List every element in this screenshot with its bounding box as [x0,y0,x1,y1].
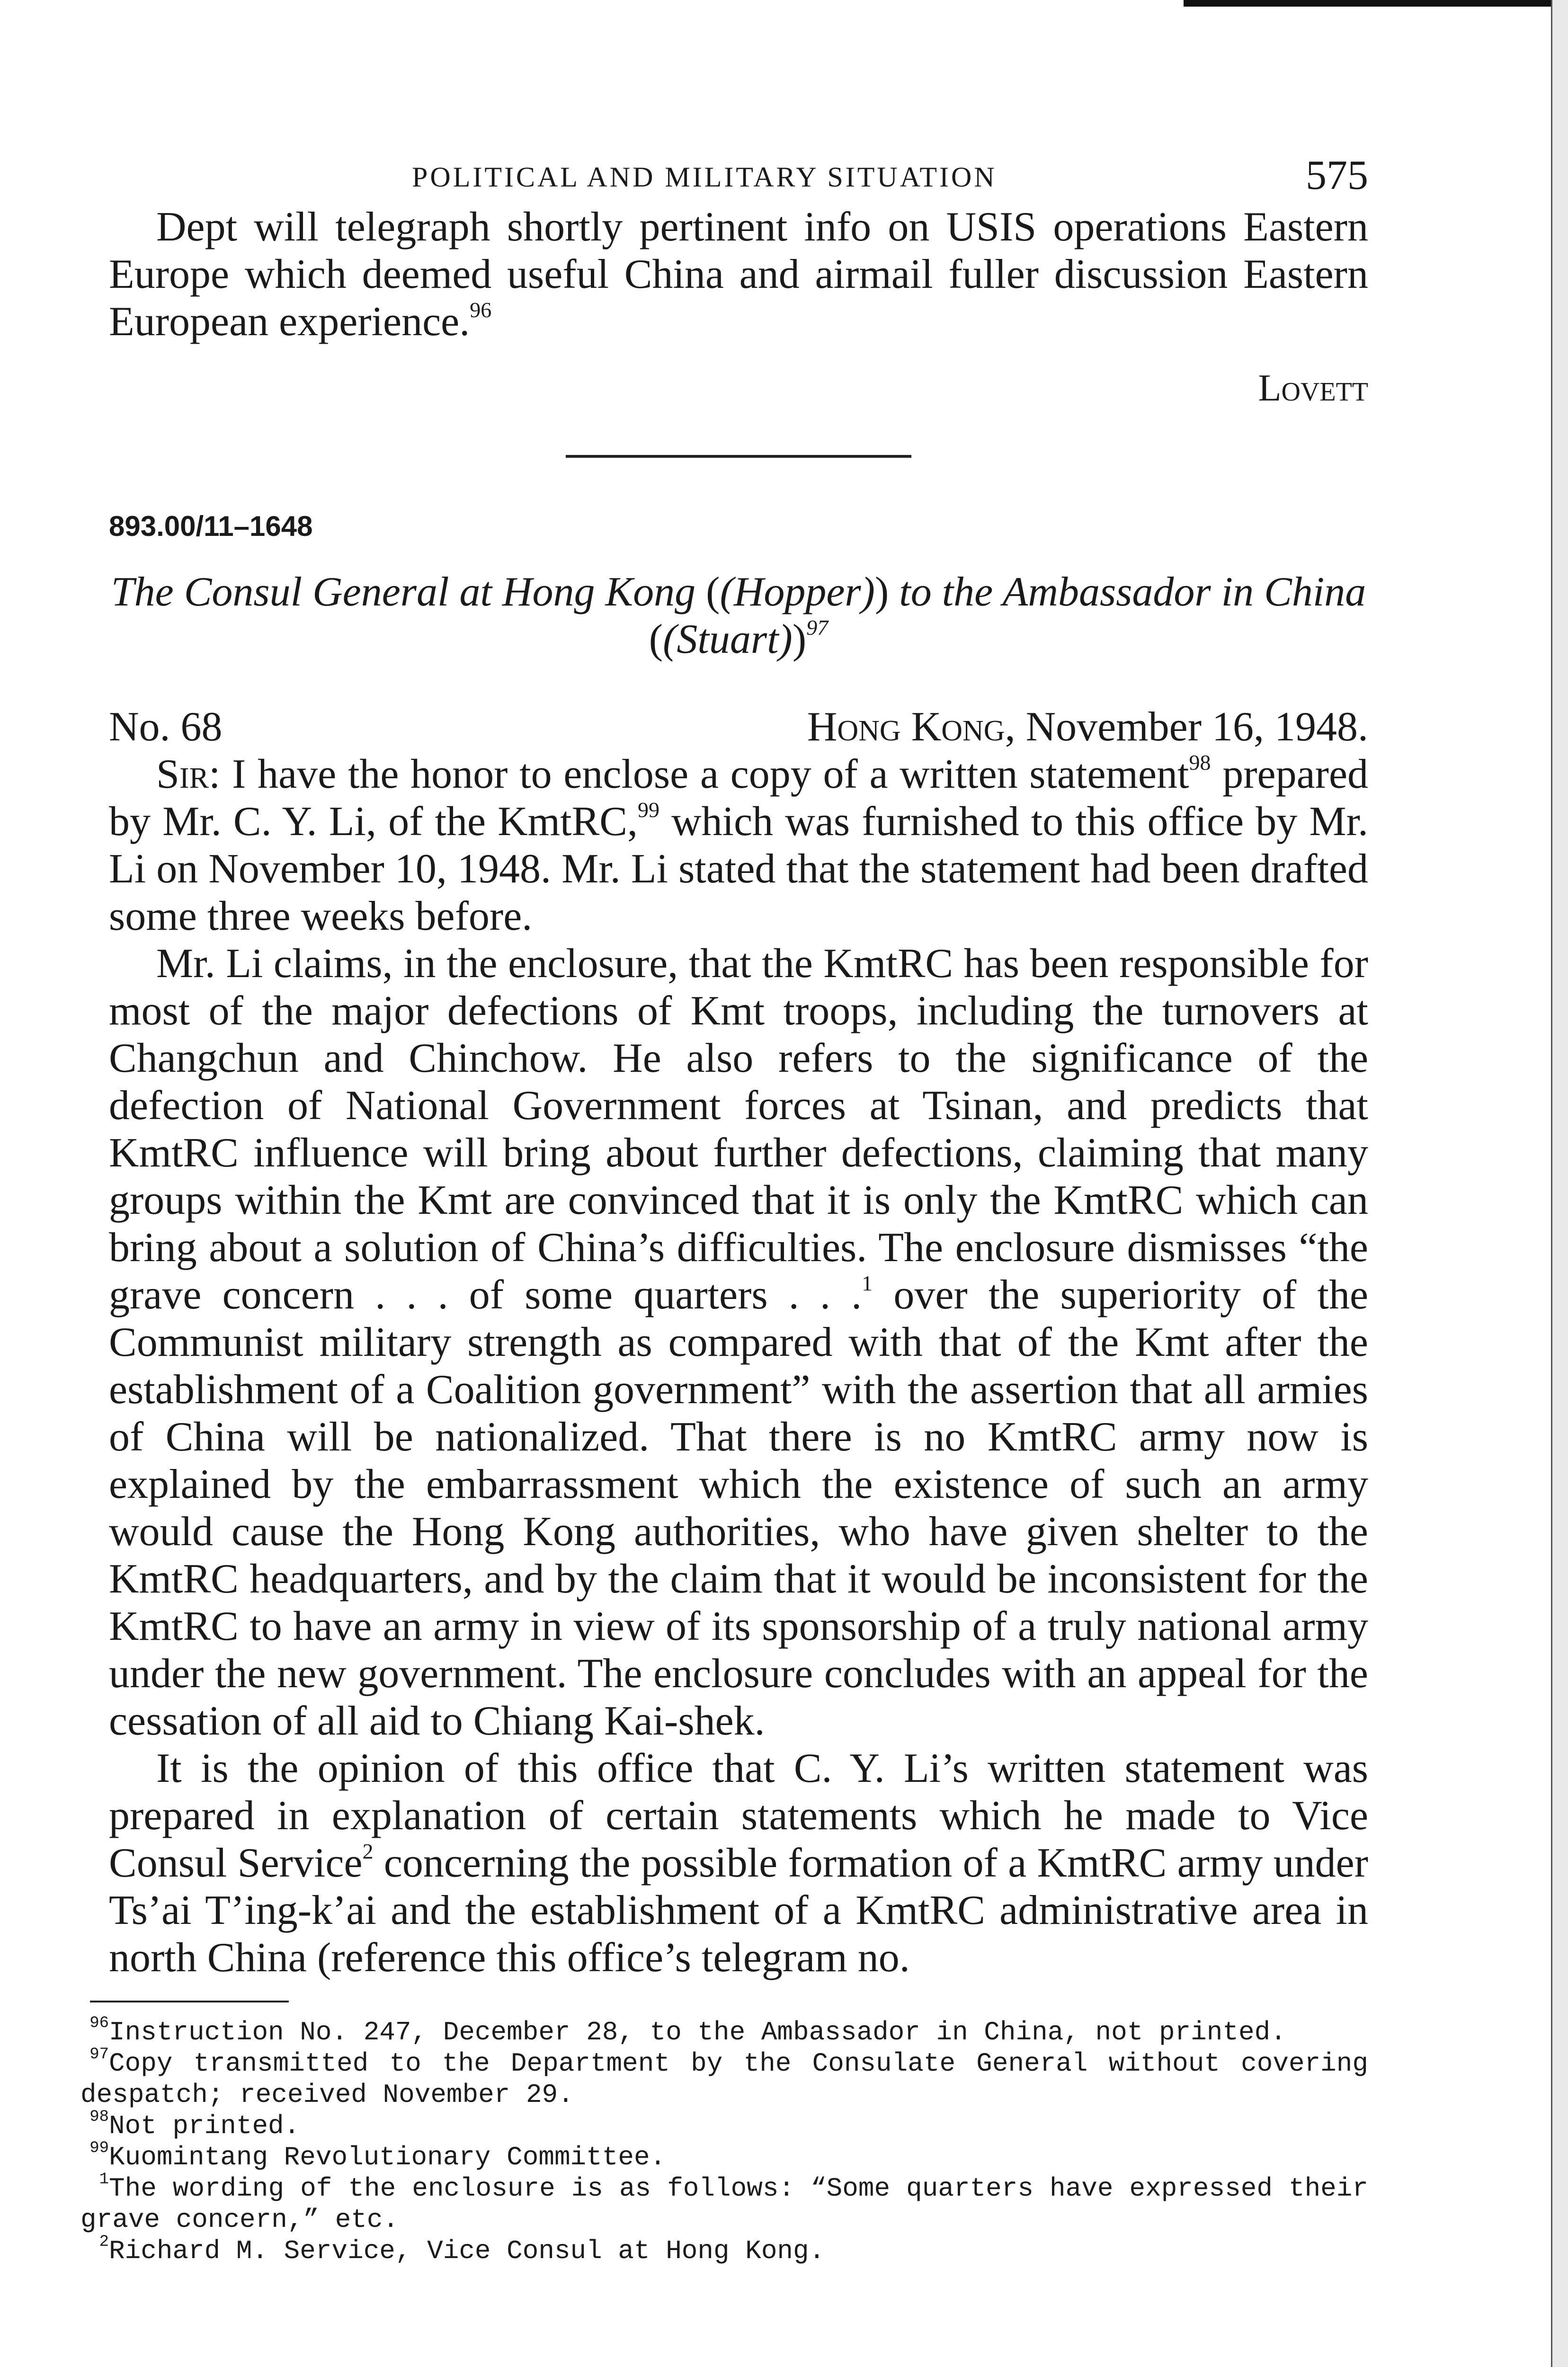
footnote-text: Instruction No. 247, December 28, to the Ambassador in China, not printed. [109,2017,1286,2047]
title-sender-name: ((Hopper)) [706,569,889,615]
paragraph-1-text-a: I have the honor to enclose a copy of a written statement [232,751,1189,797]
footnote-ref: 99 [637,798,659,822]
footnote-text: Not printed. [109,2111,300,2141]
paragraph-1-text-b: prepared by Mr. C. Y. Li, of the KmtRC, [109,751,1369,845]
place-date [807,703,1368,751]
footnote-number: 2 [99,2233,109,2251]
footnote-text: Copy transmitted to the Department by the Consulate General without covering despatch; received November 29. [80,2048,1368,2110]
running-header [109,142,1368,204]
footnote [80,2139,1368,2173]
scan-edge-right [1551,0,1568,2367]
salutation: Sir: [156,751,221,797]
paragraph-2-text-a: Mr. Li claims, in the enclosure, that the KmtRC has been responsible for most of the major defections of Kmt troops, including the turnovers at Changchun and Chinchow. He also refers to the significance of the defection of National Government forces at Tsinan, and predicts that KmtRC influence will bring about further defections, claiming that many groups within the Kmt are convinced that it is only the KmtRC which can bring about a solution of China’s difficulties. The enclosure dismisses “the grave concern . . . of some quarters . . . [109,941,1368,1318]
document-page [80,142,1369,2267]
scan-edge-top [1184,0,1568,7]
footnote [80,2048,1368,2110]
section-divider [566,455,911,458]
footnote-ref: 2 [362,1839,374,1863]
place: Hong Kong, [807,704,1016,750]
footnote [80,2014,1368,2048]
document-title [109,569,1368,663]
footnote-number: 99 [89,2139,109,2157]
footnote-ref: 97 [806,615,829,640]
footnote-divider [90,2001,289,2002]
footnote-ref: 1 [862,1271,873,1295]
footnote-ref: 96 [470,298,492,322]
footnote-text: The wording of the enclosure is as follows: “Some quarters have expressed their grave concern,” etc. [80,2173,1368,2235]
paragraph-3 [109,1745,1368,1982]
footnote-number: 98 [89,2108,109,2126]
file-number: 893.00/11–1648 [109,510,313,542]
footnotes [80,2014,1368,2267]
paragraph-3-text-b: concerning the possible formation of a KmtRC army under Ts’ai T’ing-k’ai and the establishment of a KmtRC administrative area in north China (reference this office’s telegram no. [109,1840,1369,1981]
footnote [80,2173,1368,2235]
footnote-text: Richard M. Service, Vice Consul at Hong Kong. [109,2236,825,2266]
title-recipient-name: ((Stuart)) [649,616,807,662]
paragraph-1-text-c: which was furnished to this office by Mr. Li on November 10, 1948. Mr. Li stated that the statement had been drafted some three weeks before. [109,799,1369,939]
footnote-number: 96 [89,2014,109,2032]
dateline [109,703,1368,751]
preceding-paragraph [109,204,1368,346]
footnote-number: 97 [89,2046,109,2064]
paragraph-3-text-a: It is the opinion of this office that C. Y. Li’s written statement was prepared in explanation of certain statements which he made to Vice Consul Service [109,1745,1368,1886]
signature: Lovett [1258,367,1368,409]
page-number: 575 [1306,152,1368,198]
date: November 16, 1948. [1025,704,1368,750]
footnote [80,2110,1368,2142]
footnote-text: Kuomintang Revolutionary Committee. [109,2142,666,2172]
running-title: POLITICAL AND MILITARY SITUATION [412,161,997,193]
paragraph-1 [109,751,1368,940]
paragraph-2 [109,940,1368,1745]
title-recipient: to the Ambassador in China [899,569,1366,615]
despatch-number: No. 68 [109,704,223,750]
preceding-text: Dept will telegraph shortly pertinent info on USIS operations Eastern Europe which deemed useful China and airmail fuller discussion Eastern European experience. [109,204,1368,345]
footnote-ref: 98 [1189,750,1211,774]
title-sender: The Consul General at Hong Kong [111,569,696,615]
paragraph-2-text-b: over the superiority of the Communist military strength as compared with that of the Kmt after the establishment of a Coalition government” with the assertion that all armies of China will be nationalized. That there is no KmtRC army now is explained by the embarrassment which the existence of such an army would cause the Hong Kong authorities, who have given shelter to the KmtRC headquarters, and by the claim that it would be inconsistent for the KmtRC to have an army in view of its sponsorship of a truly national army under the new government. The enclosure concludes with an appeal for the cessation of all aid to Chiang Kai-shek. [109,1272,1368,1744]
footnote [80,2235,1368,2267]
footnote-number: 1 [99,2171,109,2189]
